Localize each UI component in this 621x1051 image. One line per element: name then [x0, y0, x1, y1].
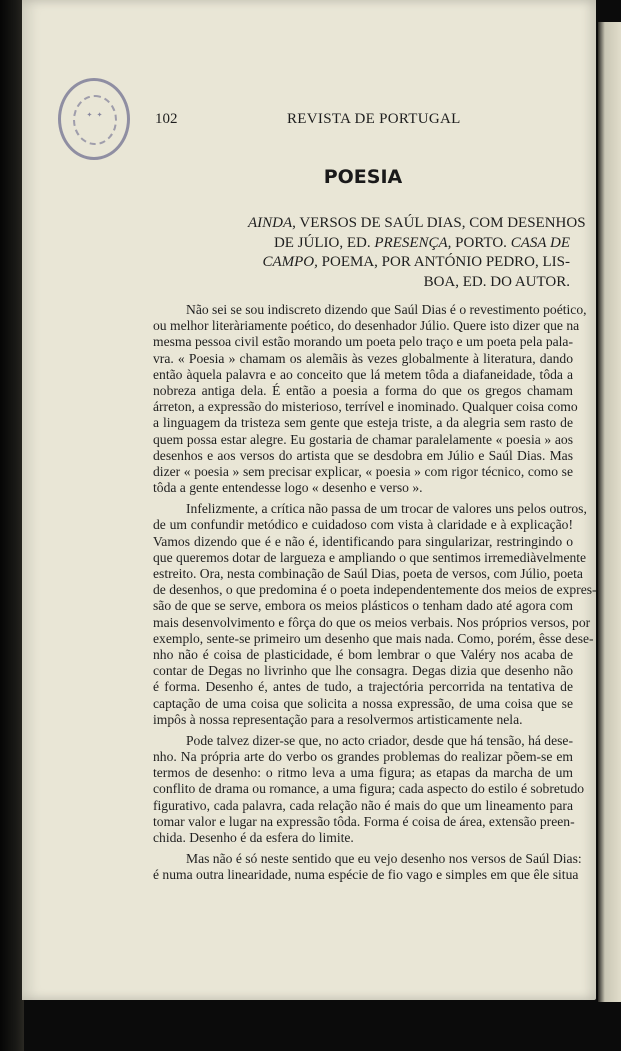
- text-line: nho. Na própria arte do verbo os grandes problemas do realizar põem-se em: [153, 749, 573, 765]
- article-body: [153, 302, 597, 889]
- text-line: estreito. Ora, nesta combinação de Saúl Dias, poeta de versos, com Júlio, poeta: [153, 566, 583, 581]
- text-line: é forma. Desenho é, antes de tudo, a trajectória percorrida na tentativa de: [153, 679, 573, 695]
- text-line: árreton, a expressão do misterioso, terrível e inominado. Qualquer coisa como: [153, 399, 578, 415]
- text-line: Pode talvez dizer-se que, no acto criador, desde que há tensão, há dese-: [186, 732, 573, 748]
- text-line: Vamos dizendo que é e não é, identificando para singularizar, restringindo o: [153, 533, 573, 549]
- text-line: então àquela palavra e ao conceito que lá metem tôda a diafaneidade, tôda a: [153, 366, 573, 382]
- paragraph: [153, 732, 585, 846]
- library-stamp-mark: ✦ ✦: [86, 111, 104, 119]
- text-line: exemplo, sente-se primeiro um desenho que mais nada. Como, porém, êsse dese-: [153, 630, 594, 646]
- library-stamp-inner-ring: [73, 95, 117, 145]
- text-line: dizer « poesia » sem precisar explicar, « poesia » com rigor técnico, como se: [153, 463, 573, 479]
- text-line: contar de Degas no livrinho que lhe consagra. Degas dizia que desenho não: [153, 663, 573, 679]
- text-line: figurativo, cada palavra, cada relação não é mais do que um lineamento para: [153, 797, 573, 813]
- subheading-line: BOA, ED. DO AUTOR.: [423, 273, 570, 290]
- text-line: quem possa estar alegre. Eu gostaria de chamar paralelamente « poesia » aos: [153, 431, 573, 447]
- text-line: impôs à nossa representação para a resolvermos artisticamente nela.: [153, 711, 523, 727]
- text-line: desenhos e aos versos do artista que se desdobra em Júlio e Saúl Dias. Mas: [153, 447, 573, 463]
- text-line: mesma pessoa civil estão morando um poeta pelo traço e um poeta pela pala-: [153, 334, 573, 350]
- library-stamp: [58, 78, 130, 160]
- paragraph: [153, 501, 597, 728]
- article-title: POESIA: [323, 166, 403, 188]
- text-line: nobreza antiga dela. É então a poesia a forma do que os gregos chamam: [153, 382, 573, 398]
- text-line: Não sei se sou indiscreto dizendo que Saúl Dias é o revestimento poético,: [186, 302, 587, 317]
- book-spine-shadow: [0, 0, 24, 1051]
- subheading-line: AINDA, VERSOS DE SAÚL DIAS, COM DESENHOS: [248, 215, 586, 231]
- subheading-line: CAMPO, POEMA, POR ANTÓNIO PEDRO, LIS-: [262, 254, 570, 271]
- text-line: captação de uma coisa que solicita a nossa expressão, de uma coisa que se: [153, 695, 573, 711]
- text-line: que queremos dotar de largueza e ampliando o que sentimos irremediàvelmente: [153, 549, 587, 565]
- text-line: tomar valor e lugar na expressão tôda. Forma é coisa de área, extensão preen-: [153, 813, 575, 829]
- paragraph: [153, 851, 582, 883]
- text-line: ou melhor literàriamente poético, do desenhador Júlio. Quere isto dizer que na: [153, 318, 580, 334]
- text-line: nho não é coisa de plasticidade, é bom lembrar o que Valéry nos acaba de: [153, 646, 573, 662]
- text-line: de um confundir metódico e cuidadoso com vista à claridade e à explicação!: [153, 517, 573, 533]
- next-page-edge: [598, 22, 621, 1002]
- page-number: 102: [155, 111, 178, 127]
- text-line: Infelizmente, a crítica não passa de um trocar de valores uns pelos outros,: [186, 501, 587, 517]
- running-title: REVISTA DE PORTUGAL: [287, 111, 461, 127]
- text-line: termos de desenho: o ritmo leva a uma figura; as etapas da marcha de um: [153, 765, 573, 781]
- text-line: mais desenvolvimento e fôrça do que os meios verbais. Nos próprios versos, por: [153, 614, 591, 630]
- page-header: [150, 111, 580, 133]
- text-line: são de que se serve, embora os meios plásticos o tenham dado até agora com: [153, 598, 573, 614]
- text-line: Mas não é só neste sentido que eu vejo desenho nos versos de Saúl Dias:: [186, 851, 582, 867]
- text-line: chida. Desenho é da esfera do limite.: [153, 830, 354, 845]
- text-line: de desenhos, o que predomina é o poeta independentemente dos meios de expres-: [153, 582, 597, 598]
- subheading-line: DE JÚLIO, ED. PRESENÇA, PORTO. CASA DE: [273, 234, 570, 251]
- paragraph: [153, 302, 587, 496]
- text-line: tôda a gente entendesse logo « desenho e verso ».: [153, 480, 423, 496]
- review-subheading: [248, 214, 586, 292]
- text-line: vra. « Poesia » chamam os alemãis às vezes globalmente à literatura, dando: [153, 350, 573, 366]
- text-line: é numa outra linearidade, numa espécie de fio vago e simples em que êle situa: [153, 867, 579, 883]
- text-line: a linguagem da tristeza sem gente que esteja triste, a da alegria sem rasto de: [153, 415, 573, 431]
- text-line: conflito de drama ou romance, a uma figura; cada aspecto do estilo é sobretudo: [153, 781, 585, 797]
